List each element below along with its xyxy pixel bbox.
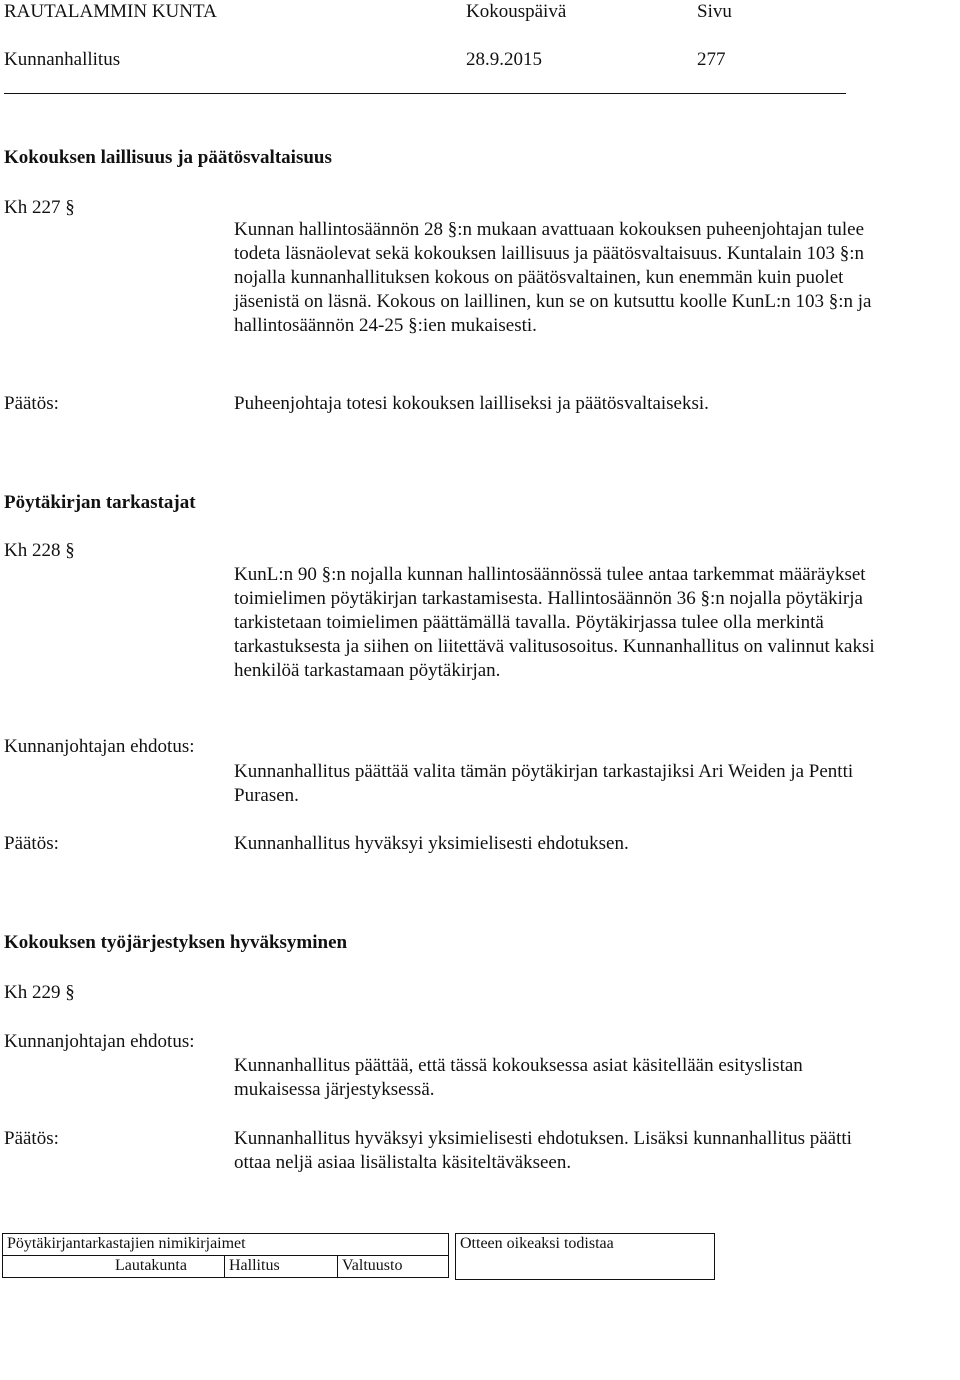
decision-text: Puheenjohtaja totesi kokouksen lailliseksi ja päätösvaltaiseksi.: [234, 393, 709, 414]
section-number: Kh 229 §: [4, 982, 75, 1003]
decision-label: Päätös:: [4, 833, 59, 854]
body-name: Kunnanhallitus: [4, 49, 121, 70]
proposal-label: Kunnanjohtajan ehdotus:: [4, 1031, 195, 1052]
section-body: KunL:n 90 §:n nojalla kunnan hallintosäännössä tulee antaa tarkemmat määräykset toimielimen pöytäkirjan tarkastamisesta. Hallintosäännön 36 §:n nojalla pöytäkirja tarkistetaan toimielimen päättämällä tavalla. Pöytäkirjassa tulee olla merkintä tarkastuksesta ja siihen on liitettävä valitusosoitus. Kunnanhallitus on valinnut kaksi henkilöä tarkastamaan pöytäkirjan.: [234, 564, 875, 681]
date-label: Kokouspäivä: [466, 1, 567, 22]
decision-label: Päätös:: [4, 1128, 59, 1149]
initials-label: Pöytäkirjantarkastajien nimikirjaimet: [3, 1234, 449, 1256]
decision-label: Päätös:: [4, 393, 59, 414]
initials-lautakunta: Lautakunta: [3, 1256, 225, 1278]
proposal-label: Kunnanjohtajan ehdotus:: [4, 736, 195, 757]
decision-text: Kunnanhallitus hyväksyi yksimielisesti ehdotuksen.: [234, 833, 629, 854]
section-number: Kh 228 §: [4, 540, 75, 561]
certification-box: [455, 1233, 715, 1280]
section-body: Kunnan hallintosäännön 28 §:n mukaan avattuaan kokouksen puheenjohtajan tulee todeta läsnäolevat sekä kokouksen laillisuus ja päätösvaltaisuus. Kuntalain 103 §:n nojalla kunnanhallituksen kokous on päätösvaltainen, kun enemmän kuin puolet jäsenistä on läsnä. Kokous on laillinen, kun se on kutsuttu koolle KunL:n 103 §:n ja hallintosäännön 24-25 §:ien mukaisesti.: [234, 219, 872, 336]
decision-text: Kunnanhallitus hyväksyi yksimielisesti ehdotuksen. Lisäksi kunnanhallitus päätti ottaa neljä asiaa lisälistalta käsiteltäväkseen.: [234, 1128, 852, 1173]
initials-valtuusto: Valtuusto: [338, 1256, 449, 1278]
org-name: RAUTALAMMIN KUNTA: [4, 1, 217, 22]
section-title: Kokouksen laillisuus ja päätösvaltaisuus: [4, 147, 332, 168]
initials-hallitus: Hallitus: [225, 1256, 338, 1278]
proposal-text: Kunnanhallitus päättää valita tämän pöytäkirjan tarkastajiksi Ari Weiden ja Pentti Purasen.: [234, 761, 854, 806]
page-number: 277: [697, 49, 726, 70]
page-label: Sivu: [697, 1, 732, 22]
certified-label: Otteen oikeaksi todistaa: [456, 1234, 715, 1280]
proposal-text: Kunnanhallitus päättää, että tässä kokouksessa asiat käsitellään esityslistan mukaisessa järjestyksessä.: [234, 1055, 803, 1100]
meeting-date: 28.9.2015: [466, 49, 542, 70]
section-number: Kh 227 §: [4, 197, 75, 218]
section-title: Pöytäkirjan tarkastajat: [4, 492, 196, 513]
section-title: Kokouksen työjärjestyksen hyväksyminen: [4, 932, 348, 953]
header-divider: [4, 93, 846, 94]
signature-table: [2, 1233, 449, 1278]
